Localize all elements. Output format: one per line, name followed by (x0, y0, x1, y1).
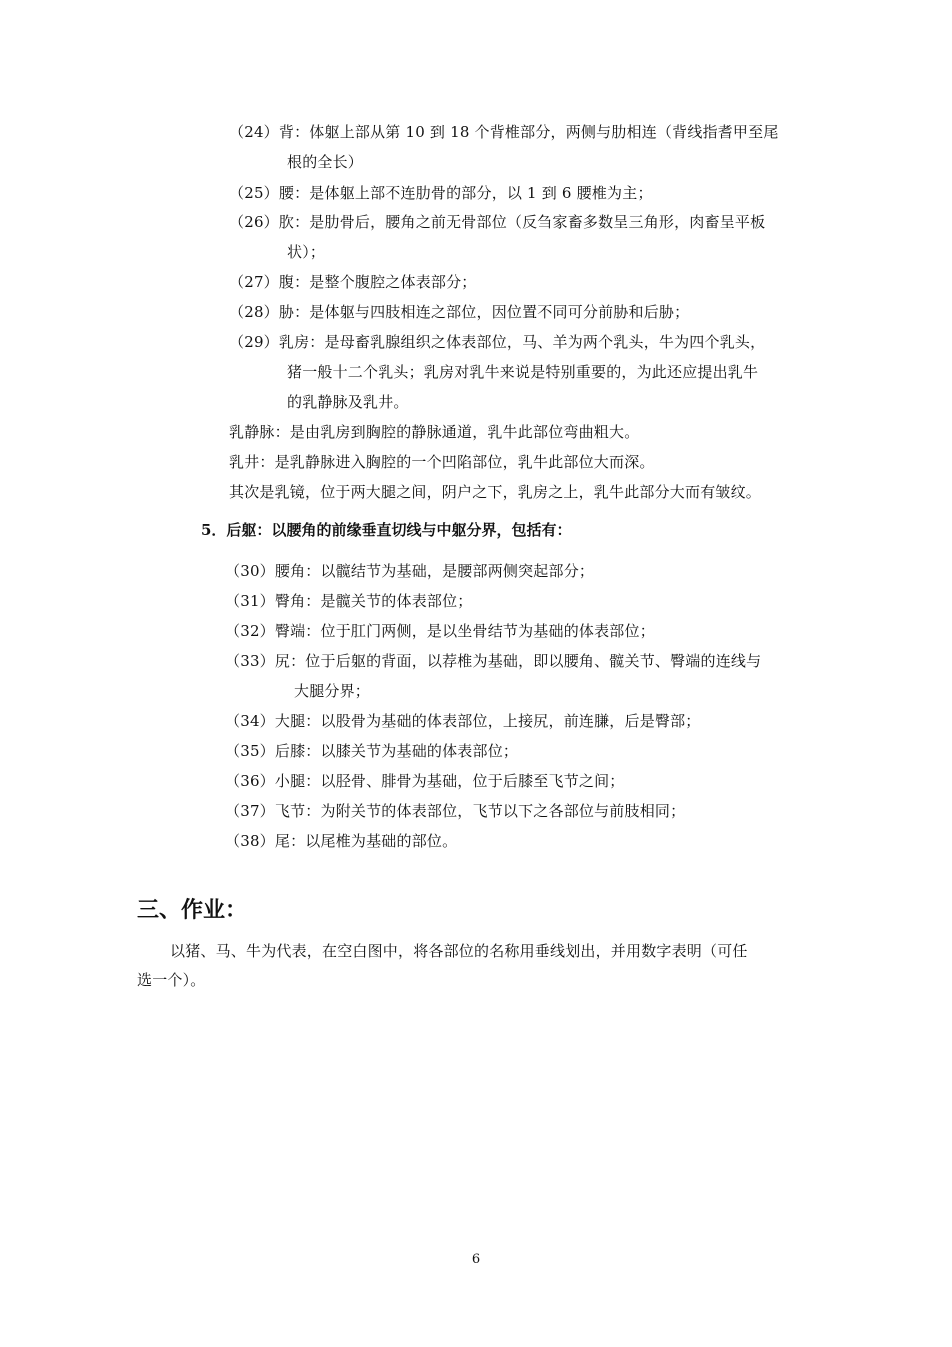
milk-well-text: 乳井：是乳静脉进入胸腔的一个凹陷部位，乳牛此部位大而深。 (229, 453, 655, 471)
item-37: （37）飞节：为附关节的体表部位，飞节以下之各部位与前肢相同； (225, 802, 686, 820)
item-27: （27）腹：是整个腹腔之体表部分； (229, 273, 477, 291)
item-32: （32）臀端：位于肛门两侧，是以坐骨结节为基础的体表部位； (225, 622, 655, 640)
item-24-line-1: （24）背：体躯上部从第 10 到 18 个背椎部分，两侧与肋相连（背线指耆甲至尾 (229, 123, 779, 141)
item-25: （25）腰：是体躯上部不连肋骨的部分，以 1 到 6 腰椎为主； (229, 184, 653, 202)
item-29-line-2: 猪一般十二个乳头；乳房对乳牛来说是特别重要的，为此还应提出乳牛 (287, 363, 759, 381)
item-35: （35）后膝：以膝关节为基础的体表部位； (225, 742, 519, 760)
milk-vein-text: 乳静脉：是由乳房到胸腔的静脉通道，乳牛此部位弯曲粗大。 (229, 423, 640, 441)
item-31: （31）臀角：是髋关节的体表部位； (225, 592, 473, 610)
assignment-paragraph-line-2: 选一个）。 (137, 971, 206, 989)
item-28: （28）胁：是体躯与四肢相连之部位，因位置不同可分前胁和后胁； (229, 303, 690, 321)
item-38: （38）尾：以尾椎为基础的部位。 (225, 832, 458, 850)
item-26-line-1: （26）肷：是肋骨后，腰角之前无骨部位（反刍家畜多数呈三角形，肉畜呈平板 (229, 213, 766, 231)
item-33-line-2: 大腿分界； (294, 682, 371, 700)
assignment-paragraph-line-1: 以猪、马、牛为代表，在空白图中，将各部位的名称用垂线划出，并用数字表明（可任 (170, 942, 748, 960)
section-5-heading: 5．后躯：以腰角的前缘垂直切线与中躯分界，包括有： (201, 521, 572, 539)
item-26-line-2: 状）； (287, 243, 326, 261)
item-29-line-1: （29）乳房：是母畜乳腺组织之体表部位，马、羊为两个乳头，牛为四个乳头， (229, 333, 766, 351)
item-33-line-1: （33）尻：位于后躯的背面，以荐椎为基础，即以腰角、髋关节、臀端的连线与 (225, 652, 762, 670)
item-24-line-2: 根的全长） (287, 153, 364, 171)
item-30: （30）腰角：以髋结节为基础，是腰部两侧突起部分； (225, 562, 595, 580)
item-34: （34）大腿：以股骨为基础的体表部位，上接尻，前连膁，后是臀部； (225, 712, 701, 730)
page-number: 6 (471, 1252, 481, 1267)
milk-mirror-text: 其次是乳镜，位于两大腿之间，阴户之下，乳房之上，乳牛此部分大而有皱纹。 (229, 483, 762, 501)
item-36: （36）小腿：以胫骨、腓骨为基础，位于后膝至飞节之间； (225, 772, 625, 790)
item-29-line-3: 的乳静脉及乳井。 (287, 393, 409, 411)
section-3-title: 三、作业： (137, 898, 248, 923)
